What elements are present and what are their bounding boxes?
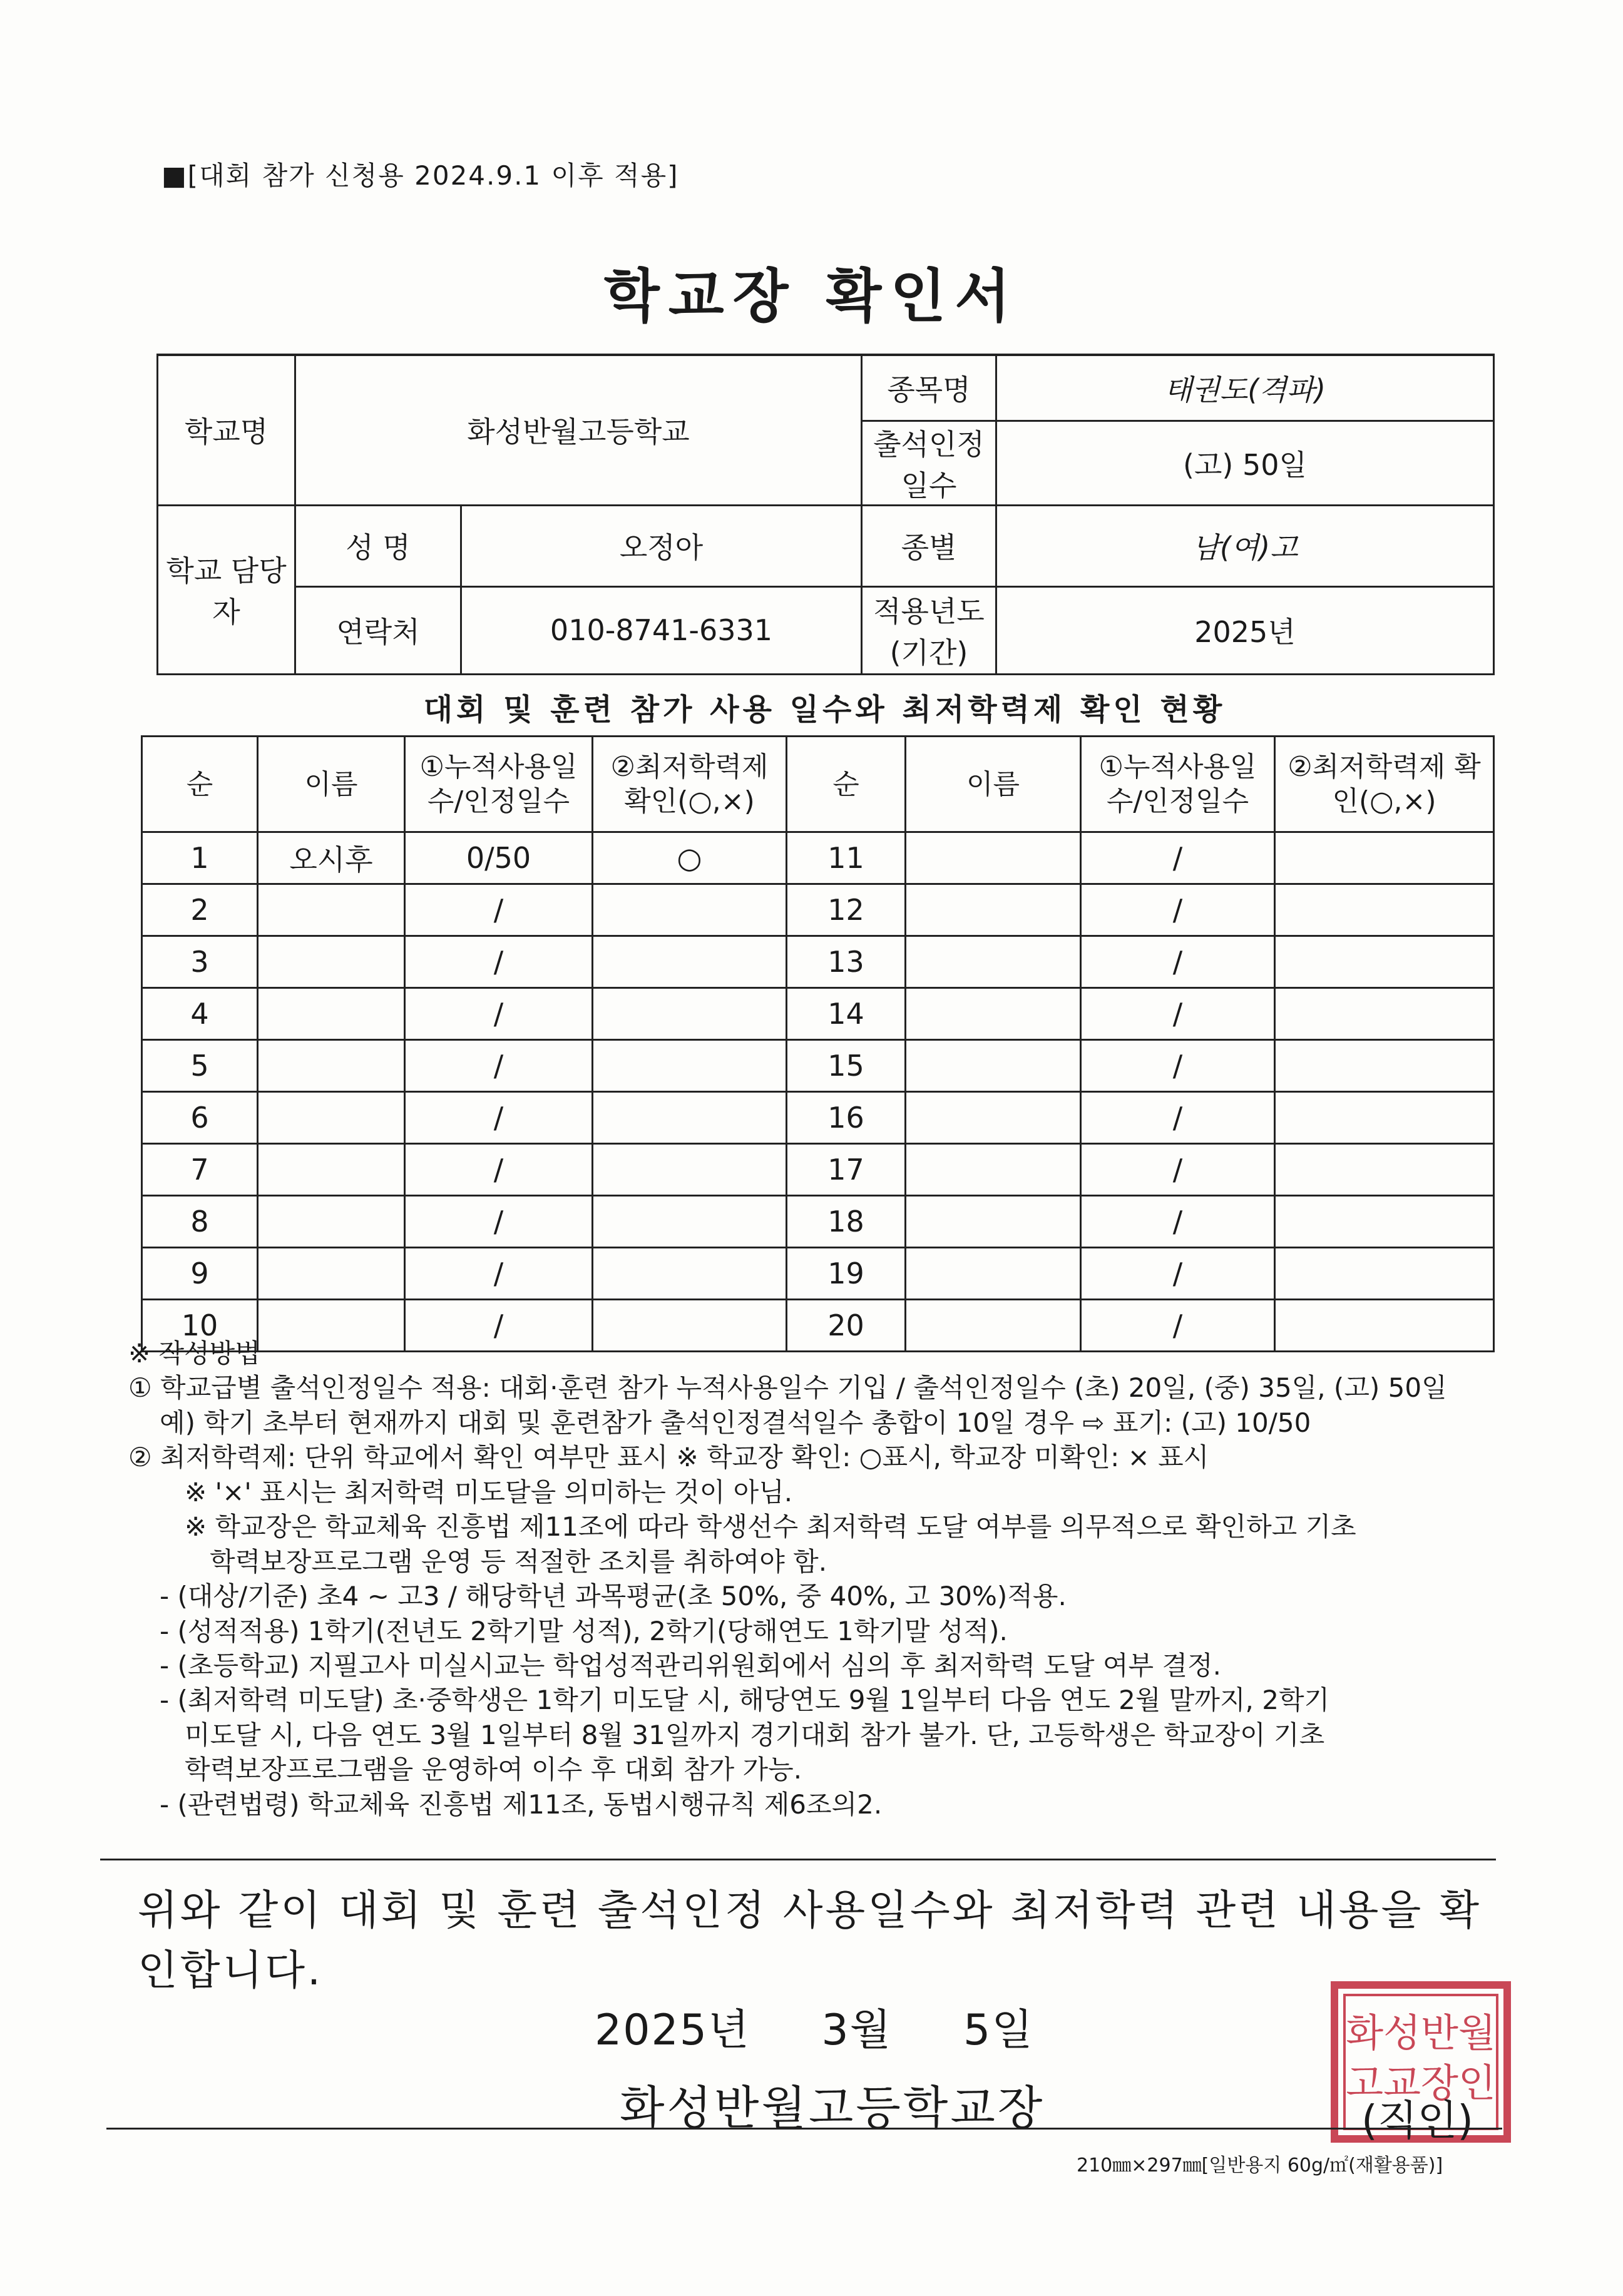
row-check (593, 1040, 787, 1092)
row-days: / (1081, 1144, 1275, 1196)
row-days: / (1081, 1300, 1275, 1352)
row-check (1275, 1248, 1494, 1300)
row-name (906, 1248, 1081, 1300)
table-row (142, 988, 1494, 1040)
row-no: 13 (787, 936, 906, 988)
row-check (593, 1144, 787, 1196)
note-line: 학력보장프로그램 운영 등 적절한 조치를 취하여야 함. (210, 1546, 827, 1577)
row-name: 오시후 (258, 832, 405, 884)
row-name (906, 1144, 1081, 1196)
attendance-value: (고) 50일 (996, 421, 1494, 505)
row-name (906, 1040, 1081, 1092)
svg-text:화성반월: 화성반월 (1346, 2010, 1496, 2056)
row-name (258, 1196, 405, 1248)
row-no: 14 (787, 988, 906, 1040)
row-days: / (405, 1092, 593, 1144)
section-title: 대회 및 훈련 참가 사용 일수와 최저학력제 확인 현황 (423, 692, 1226, 727)
row-no: 18 (787, 1196, 906, 1248)
row-days: / (405, 884, 593, 936)
note-line: - (관련법령) 학교체육 진흥법 제11조, 동법시행규칙 제6조의2. (160, 1788, 883, 1820)
header-no: 순 (142, 737, 258, 832)
row-name (906, 1092, 1081, 1144)
row-name (258, 1092, 405, 1144)
row-days: / (1081, 936, 1275, 988)
row-check (593, 884, 787, 936)
row-check (1275, 1040, 1494, 1092)
note-line: - (최저학력 미도달) 초·중학생은 1학기 미도달 시, 해당연도 9월 1일부터 다음 연도 2월 말까지, 2학기 (160, 1685, 1330, 1716)
row-days: / (1081, 988, 1275, 1040)
row-check (1275, 1144, 1494, 1196)
row-no: 4 (142, 988, 258, 1040)
principal-name: 화성반월고등학교장 (620, 2081, 1045, 2135)
row-name (906, 1196, 1081, 1248)
table-row (142, 832, 1494, 884)
paper-spec: 210㎜×297㎜[일반용지 60g/㎡(재활용품)] (1077, 2155, 1443, 2176)
header-days: ①누적사용일수/인정일수 (1081, 737, 1275, 832)
row-check (593, 1092, 787, 1144)
table-body (142, 832, 1494, 1352)
event-label: 종목명 (862, 355, 996, 421)
row-no: 16 (787, 1092, 906, 1144)
note-line: - (초등학교) 지필고사 미실시교는 학업성적관리위원회에서 심의 후 최저학력 도달 여부 결정. (160, 1650, 1221, 1681)
row-no: 6 (142, 1092, 258, 1144)
table-row (142, 936, 1494, 988)
row-days: / (1081, 884, 1275, 936)
table-header-row (142, 737, 1494, 832)
note-line: ※ 작성방법 (128, 1338, 260, 1369)
row-name (258, 936, 405, 988)
row-name (258, 1248, 405, 1300)
row-name (258, 988, 405, 1040)
row-check (593, 1248, 787, 1300)
table-row (142, 1092, 1494, 1144)
row-no: 11 (787, 832, 906, 884)
header-name: 이름 (906, 737, 1081, 832)
gender-value: 남(여)고 (996, 505, 1494, 586)
row-days: / (1081, 832, 1275, 884)
row-no: 8 (142, 1196, 258, 1248)
row-days: / (1081, 1092, 1275, 1144)
table-row (142, 884, 1494, 936)
note-line: - (대상/기준) 초4 ~ 고3 / 해당학년 과목평균(초 50%, 중 40%, 고 30%)적용. (160, 1581, 1067, 1612)
row-check (1275, 1196, 1494, 1248)
svg-text:고교장인: 고교장인 (1346, 2060, 1496, 2106)
date-month: 3월 (821, 2006, 893, 2055)
note-line: ※ '×' 표시는 최저학력 미도달을 의미하는 것이 아님. (185, 1476, 793, 1508)
note-line: 예) 학기 초부터 현재까지 대회 및 훈련참가 출석인정결석일수 총합이 10일 경우 ⇨ 표기: (고) 10/50 (160, 1407, 1311, 1438)
row-days: / (405, 1040, 593, 1092)
row-check (593, 936, 787, 988)
row-check (593, 988, 787, 1040)
divider (106, 2128, 1502, 2130)
row-no: 7 (142, 1144, 258, 1196)
row-no: 3 (142, 936, 258, 988)
row-days: / (405, 1248, 593, 1300)
row-days: / (1081, 1248, 1275, 1300)
row-name (906, 832, 1081, 884)
note-line: - (성적적용) 1학기(전년도 2학기말 성적), 2학기(당해연도 1학기말 성적). (160, 1615, 1008, 1646)
table-row (142, 1144, 1494, 1196)
info-table (156, 354, 1495, 675)
row-check (593, 1196, 787, 1248)
contact-value: 010-8741-6331 (461, 586, 862, 674)
year-value: 2025년 (996, 586, 1494, 674)
staff-label: 학교 담당자 (158, 505, 295, 674)
row-no: 19 (787, 1248, 906, 1300)
note-line: ① 학교급별 출석인정일수 적용: 대회·훈련 참가 누적사용일수 기입 / 출석인정일수 (초) 20일, (중) 35일, (고) 50일 (128, 1372, 1447, 1404)
header-days: ①누적사용일수/인정일수 (405, 737, 593, 832)
table-row (142, 1248, 1494, 1300)
name-label: 성 명 (295, 505, 461, 586)
date-day: 5일 (963, 2006, 1034, 2055)
row-days: / (405, 1144, 593, 1196)
participation-table (141, 735, 1495, 1352)
attendance-label: 출석인정일수 (862, 421, 996, 505)
row-check (1275, 832, 1494, 884)
note-line: ② 최저학력제: 단위 학교에서 확인 여부만 표시 ※ 학교장 확인: ○표시, 학교장 미확인: × 표시 (128, 1442, 1209, 1473)
year-label: 적용년도 (기간) (862, 586, 996, 674)
school-name: 화성반월고등학교 (295, 355, 862, 505)
row-no: 17 (787, 1144, 906, 1196)
writing-instructions (128, 1336, 1505, 1822)
note-line: 학력보장프로그램을 운영하여 이수 후 대회 참가 가능. (185, 1754, 802, 1785)
row-days: / (405, 1196, 593, 1248)
row-name (906, 988, 1081, 1040)
row-no: 2 (142, 884, 258, 936)
header-no: 순 (787, 737, 906, 832)
row-check (1275, 884, 1494, 936)
row-days: 0/50 (405, 832, 593, 884)
row-no: 20 (787, 1300, 906, 1352)
row-no: 5 (142, 1040, 258, 1092)
header-note: ■[대회 참가 신청용 2024.9.1 이후 적용] (161, 160, 679, 191)
table-row (142, 1040, 1494, 1092)
row-no: 9 (142, 1248, 258, 1300)
row-days: / (405, 988, 593, 1040)
divider (100, 1859, 1496, 1860)
staff-name: 오정아 (461, 505, 862, 586)
seal-label: (직인) (1361, 2096, 1474, 2145)
header-name: 이름 (258, 737, 405, 832)
page-title: 학교장 확인서 (603, 263, 1020, 330)
row-no: 12 (787, 884, 906, 936)
row-days: / (1081, 1196, 1275, 1248)
row-check (1275, 936, 1494, 988)
row-name (258, 1144, 405, 1196)
row-name (258, 1040, 405, 1092)
row-no: 1 (142, 832, 258, 884)
row-check: ○ (593, 832, 787, 884)
header-check: ②최저학력제 확인(○,×) (593, 737, 787, 832)
row-days: / (405, 936, 593, 988)
event-value: 태권도(격파) (996, 355, 1494, 421)
row-days: / (405, 1300, 593, 1352)
row-no: 10 (142, 1300, 258, 1352)
gender-label: 종별 (862, 505, 996, 586)
row-check (1275, 1092, 1494, 1144)
note-line: 미도달 시, 다음 연도 3월 1일부터 8월 31일까지 경기대회 참가 불가. 단, 고등학생은 학교장이 기초 (185, 1719, 1325, 1750)
header-check: ②최저학력제 확인(○,×) (1275, 737, 1494, 832)
row-name (258, 884, 405, 936)
row-name (906, 884, 1081, 936)
confirmation-text: 위와 같이 대회 및 훈련 출석인정 사용일수와 최저학력 관련 내용을 확인합니다. (138, 1886, 1482, 1994)
row-no: 15 (787, 1040, 906, 1092)
contact-label: 연락처 (295, 586, 461, 674)
row-check (1275, 988, 1494, 1040)
row-days: / (1081, 1040, 1275, 1092)
note-line: ※ 학교장은 학교체육 진흥법 제11조에 따라 학생선수 최저학력 도달 여부를 의무적으로 확인하고 기초 (185, 1511, 1356, 1543)
issue-date (595, 1996, 1090, 2057)
row-name (906, 936, 1081, 988)
table-row (142, 1196, 1494, 1248)
school-name-label: 학교명 (158, 355, 295, 505)
date-year: 2025년 (595, 2006, 750, 2055)
